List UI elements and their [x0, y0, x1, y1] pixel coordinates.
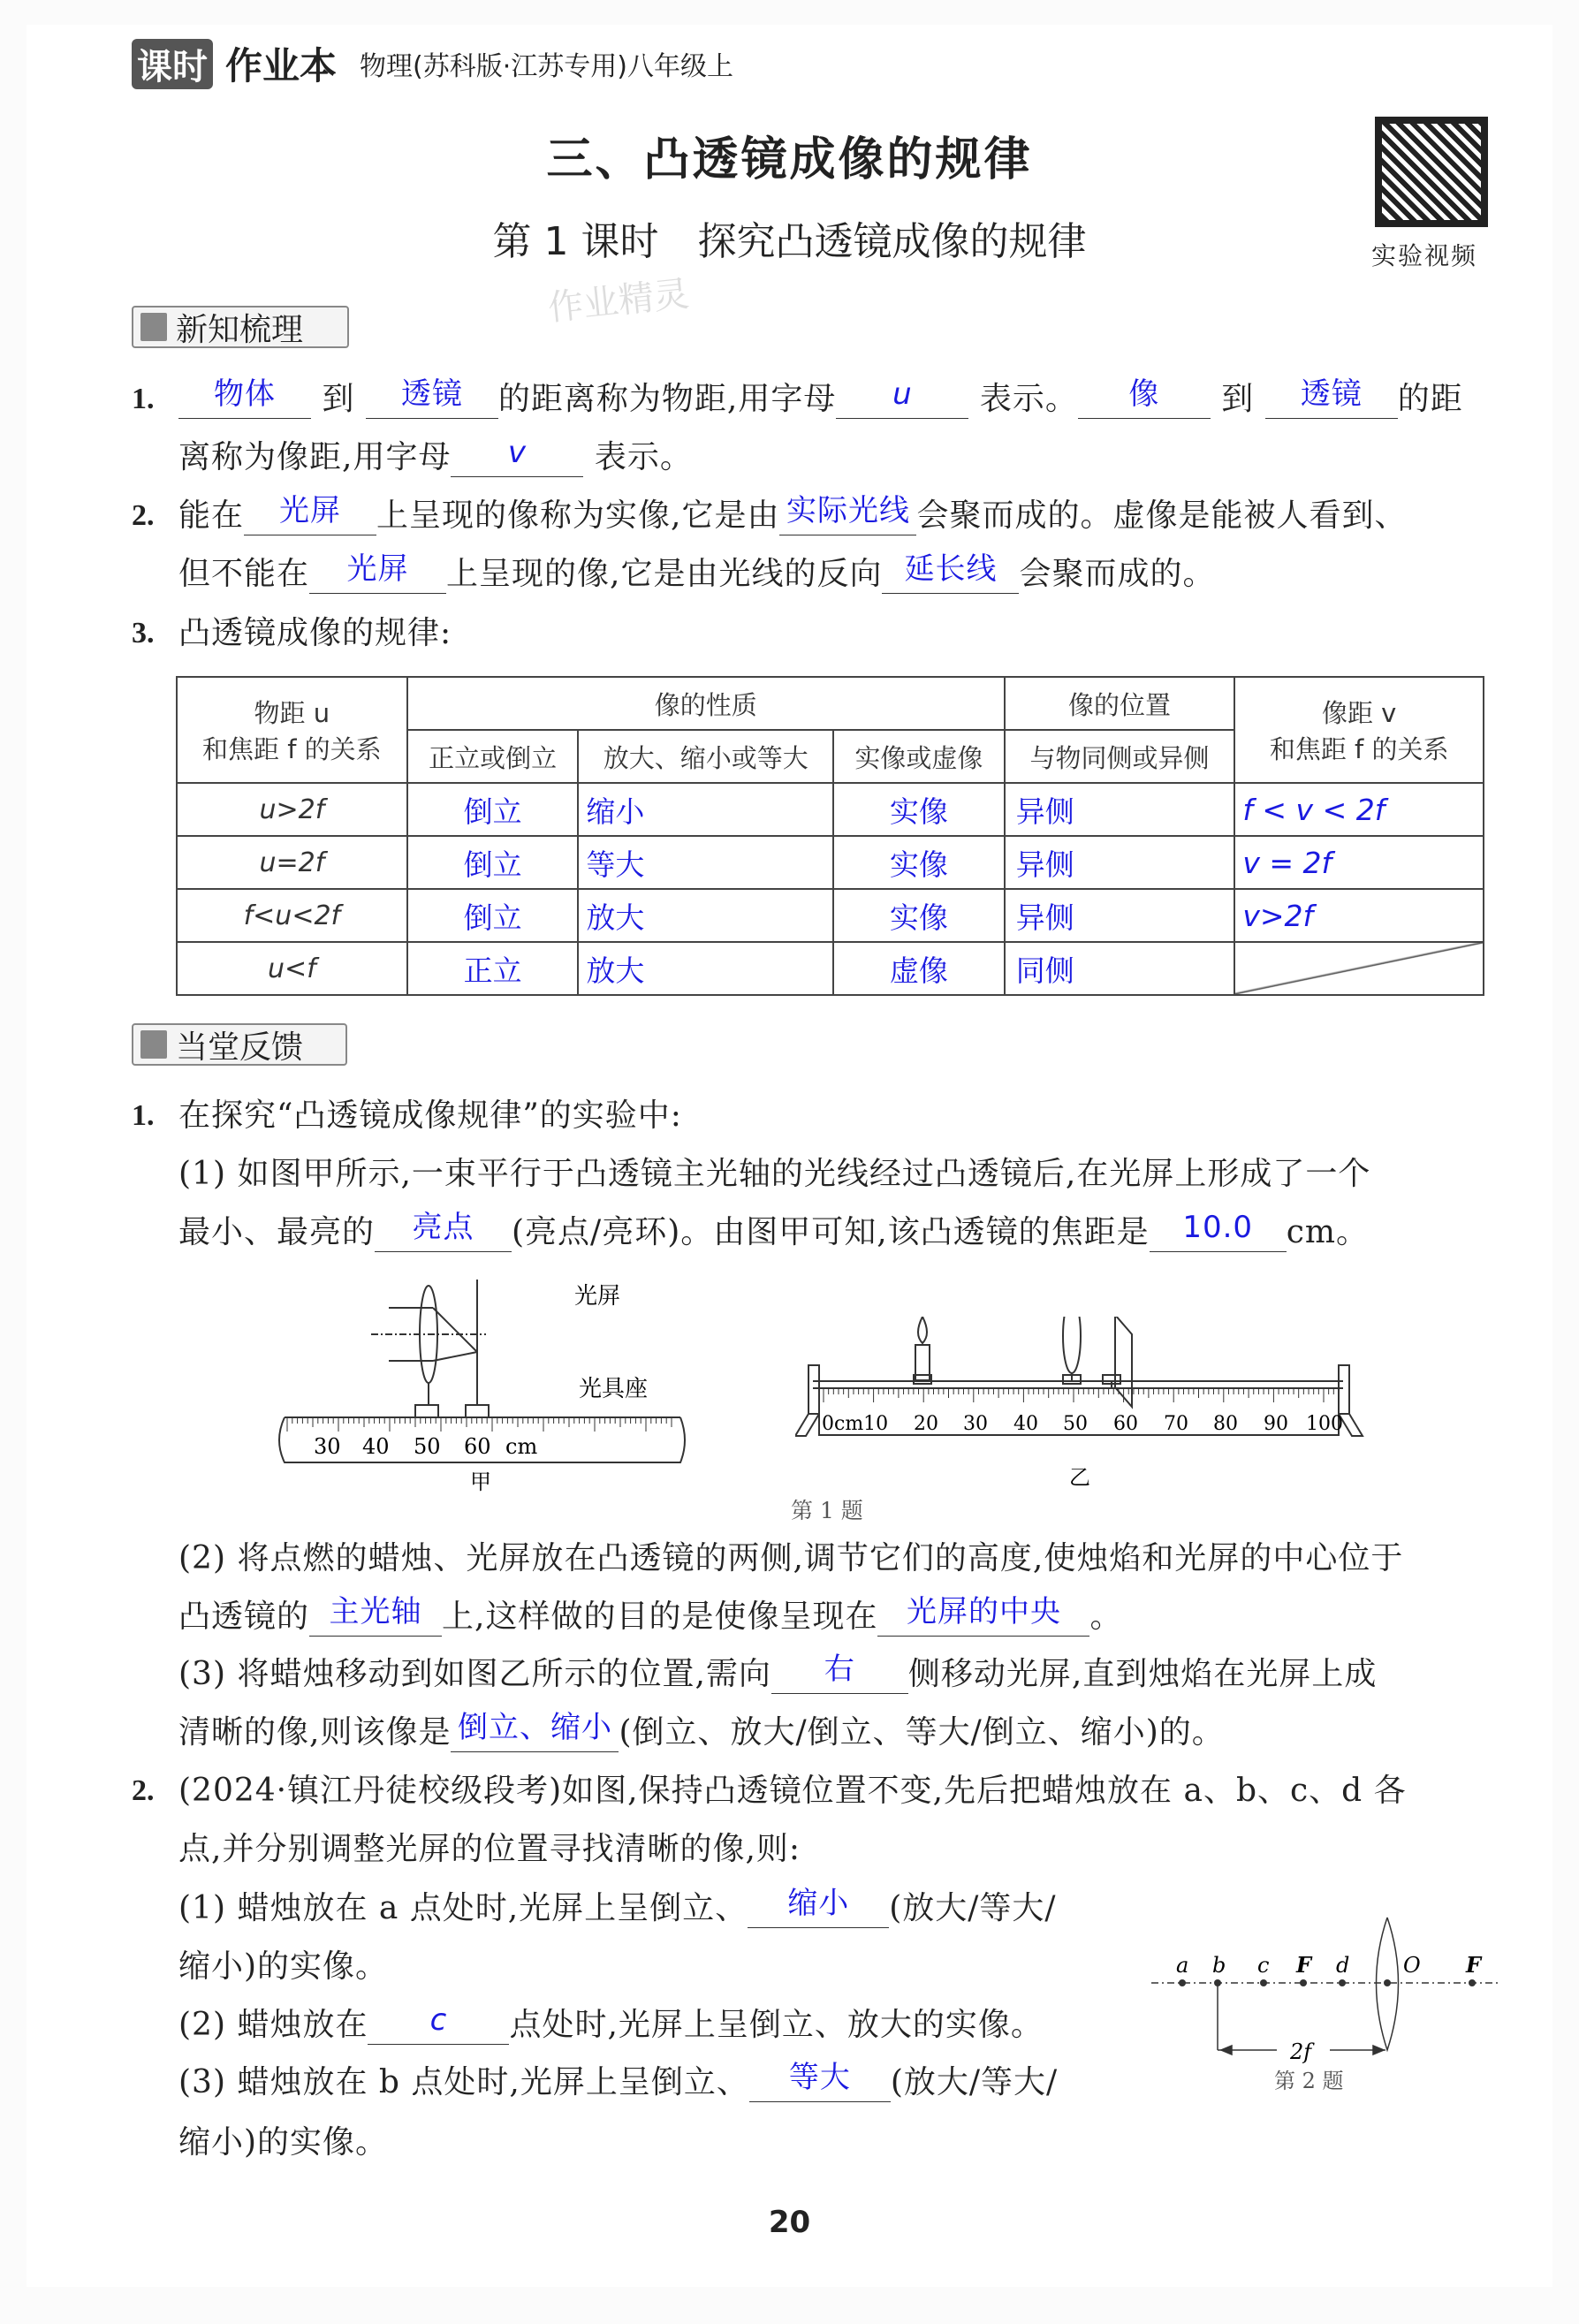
screen-label: 光屏 [574, 1283, 621, 1310]
cell[interactable]: 实像 [833, 836, 1005, 889]
tick-label: 40 [362, 1434, 390, 1459]
q2-part2: (2) 蜡烛放在 c 点处时,光屏上呈倒立、放大的实像。 [178, 2002, 1044, 2043]
q1-stem: 在探究“凸透镜成像规律”的实验中: [178, 1097, 682, 1134]
cell[interactable]: 异侧 [1005, 783, 1235, 836]
qr-label: 实验视频 [1371, 241, 1478, 270]
series-name: 作业本 [225, 44, 338, 87]
q2-part3-line2: 缩小)的实像。 [178, 2124, 389, 2161]
question-number: 1. [132, 1099, 155, 1132]
blank[interactable]: 光屏 [244, 498, 376, 535]
q2-stem-line2: 点,并分别调整光屏的位置寻找清晰的像,则: [178, 1831, 801, 1867]
figure-a-caption: 甲 [470, 1470, 491, 1493]
blank[interactable]: 实际光线 [779, 498, 916, 535]
cell[interactable]: 实像 [833, 889, 1005, 942]
point-label: F [1296, 1952, 1312, 1978]
tick-label: cm [505, 1434, 538, 1459]
blank[interactable]: 缩小 [748, 1891, 889, 1928]
tick-label: 40 [1013, 1413, 1038, 1435]
point-label: a [1176, 1953, 1189, 1978]
blank[interactable]: 光屏 [309, 557, 446, 594]
knowledge-1-line2: 离称为像距,用字母 v 表示。 [178, 435, 693, 475]
q1-part1-line2: 最小、最亮的 亮点 (亮点/亮环)。由图甲可知,该凸透镜的焦距是 10.0 cm。 [178, 1210, 1369, 1250]
distance-label: 2f [1290, 2039, 1312, 2064]
table-row [177, 836, 1484, 889]
blank[interactable]: 透镜 [1265, 382, 1398, 419]
q1-part2-line2: 凸透镜的 主光轴 上,这样做的目的是使像呈现在 光屏的中央 。 [178, 1594, 1123, 1635]
book-subtitle: 物理(苏科版·江苏专用)八年级上 [360, 51, 733, 82]
cell[interactable]: 实像 [833, 783, 1005, 836]
tick-label: 100 [1306, 1413, 1343, 1435]
book-icon [140, 313, 167, 341]
sub-header: 与物同侧或异侧 [1005, 730, 1235, 783]
point-label: b [1212, 1953, 1226, 1978]
col-header-object-distance: 物距 u 和焦距 f 的关系 [177, 677, 407, 783]
col-header-nature: 像的性质 [407, 677, 1005, 730]
cell: u<f [177, 942, 407, 995]
cell: u>2f [177, 783, 407, 836]
cell[interactable]: 倒立 [407, 836, 579, 889]
table-row [177, 889, 1484, 942]
cell[interactable]: 缩小 [578, 783, 833, 836]
blank[interactable]: 光屏的中央 [877, 1599, 1089, 1637]
cell[interactable]: 异侧 [1005, 889, 1235, 942]
logo: 课时 [132, 39, 213, 89]
cell[interactable]: 放大 [578, 942, 833, 995]
tick-label: 30 [963, 1413, 988, 1435]
tick-label: 20 [914, 1413, 938, 1435]
tick-label: 60 [1113, 1413, 1138, 1435]
blank[interactable]: 右 [771, 1657, 908, 1694]
q2-stem-line1: (2024·镇江丹徒校级段考)如图,保持凸透镜位置不变,先后把蜡烛放在 a、b、c、d 各 [178, 1773, 1407, 1809]
item-number: 3. [132, 617, 155, 649]
tick-label: 30 [314, 1434, 341, 1459]
item-number: 1. [132, 383, 155, 415]
cell[interactable]: 虚像 [833, 942, 1005, 995]
pencil-icon [140, 1030, 167, 1059]
tick-label: 60 [464, 1434, 491, 1459]
point-label: c [1257, 1953, 1270, 1978]
knowledge-3-text: 凸透镜成像的规律: [178, 615, 452, 651]
point-label: O [1403, 1953, 1421, 1978]
blank[interactable]: 主光轴 [309, 1599, 442, 1637]
qr-code[interactable] [1375, 117, 1488, 227]
book-header [132, 37, 733, 90]
section-class-feedback [132, 1023, 347, 1066]
point-label: F [1466, 1952, 1482, 1978]
table-row [177, 783, 1484, 836]
q2-part3-line1: (3) 蜡烛放在 b 点处时,光屏上呈倒立、 等大 (放大/等大/ [178, 2060, 1059, 2100]
blank[interactable]: 倒立、缩小 [451, 1715, 619, 1752]
tick-label: 50 [1063, 1413, 1088, 1435]
page-number: 20 [768, 2205, 811, 2240]
cell[interactable]: v = 2f [1234, 836, 1484, 889]
cell[interactable]: 等大 [578, 836, 833, 889]
blank[interactable]: 等大 [749, 2065, 891, 2102]
figure-1-caption: 第 1 题 [791, 1498, 863, 1523]
point-label: d [1336, 1953, 1350, 1978]
diagonal-cell [1234, 942, 1484, 995]
blank[interactable]: 10.0 [1150, 1215, 1287, 1252]
figure-2-caption: 第 2 题 [1274, 2069, 1344, 2093]
question-number: 2. [132, 1774, 155, 1807]
blank[interactable]: 物体 [178, 382, 311, 419]
tick-label: 70 [1164, 1413, 1188, 1435]
q1-part3-line1: (3) 将蜡烛移动到如图乙所示的位置,需向 右 侧移动光屏,直到烛焰在光屏上成 [178, 1652, 1378, 1692]
cell: f<u<2f [177, 889, 407, 942]
cell[interactable]: f < v < 2f [1234, 783, 1484, 836]
cell[interactable]: 放大 [578, 889, 833, 942]
section-new-knowledge [132, 306, 349, 348]
watermark: 作业精灵 [546, 273, 691, 330]
col-header-position: 像的位置 [1005, 677, 1235, 730]
tick-label: 90 [1264, 1413, 1288, 1435]
blank[interactable]: 像 [1078, 382, 1211, 419]
figure-2 [1122, 1873, 1502, 2094]
cell[interactable]: v>2f [1234, 889, 1484, 942]
section-title: 当堂反馈 [176, 1029, 304, 1066]
q1-part3-line2: 清晰的像,则该像是 倒立、缩小 (倒立、放大/倒立、等大/倒立、缩小)的。 [178, 1710, 1225, 1751]
item-number: 2. [132, 499, 155, 532]
knowledge-2-line1: 能在 光屏 上呈现的像称为实像,它是由 实际光线 会聚而成的。虚像是能被人看到、 [178, 493, 1408, 534]
bench-label: 光具座 [579, 1376, 649, 1402]
knowledge-1-line1: 物体 到 透镜 的距离称为物距,用字母 u 表示。 像 到 透镜 的距 [178, 380, 1463, 419]
q2-part1-line1: (1) 蜡烛放在 a 点处时,光屏上呈倒立、 缩小 (放大/等大/ [178, 1886, 1057, 1926]
sub-header: 放大、缩小或等大 [578, 730, 833, 783]
blank[interactable]: 延长线 [882, 557, 1019, 594]
q1-part2-line1: (2) 将点燃的蜡烛、光屏放在凸透镜的两侧,调节它们的高度,使烛焰和光屏的中心位于 [178, 1540, 1404, 1576]
tick-label: 80 [1213, 1413, 1238, 1435]
cell: u=2f [177, 836, 407, 889]
blank[interactable]: 亮点 [375, 1215, 512, 1252]
lesson-title: 第 1 课时 探究凸透镜成像的规律 [492, 219, 1087, 264]
cell[interactable]: 倒立 [407, 889, 579, 942]
cell[interactable]: 正立 [407, 942, 579, 995]
cell[interactable]: 倒立 [407, 783, 579, 836]
section-title: 新知梳理 [176, 311, 304, 348]
tick-label: 50 [414, 1434, 441, 1459]
blank[interactable]: v [451, 440, 583, 477]
figure-b-caption: 乙 [1069, 1465, 1090, 1490]
tick-label: 0cm10 [822, 1413, 889, 1435]
blank[interactable]: c [368, 2008, 509, 2045]
cell[interactable]: 异侧 [1005, 836, 1235, 889]
knowledge-2-line2: 但不能在 光屏 上呈现的像,它是由光线的反向 延长线 会聚而成的。 [178, 551, 1216, 592]
figure-b [795, 1317, 1387, 1498]
col-header-image-distance: 像距 v 和焦距 f 的关系 [1234, 677, 1484, 783]
q2-part1-line2: 缩小)的实像。 [178, 1948, 389, 1985]
cell[interactable]: 同侧 [1005, 942, 1235, 995]
blank[interactable]: 透镜 [366, 382, 498, 419]
q1-part1-line1: (1) 如图甲所示,一束平行于凸透镜主光轴的光线经过凸透镜后,在光屏上形成了一个 [178, 1156, 1371, 1192]
sub-header: 正立或倒立 [407, 730, 579, 783]
chapter-title: 三、凸透镜成像的规律 [546, 133, 1033, 186]
figure-a [274, 1272, 689, 1493]
table-row [177, 942, 1484, 995]
sub-header: 实像或虚像 [833, 730, 1005, 783]
imaging-rules-table [176, 676, 1484, 996]
blank[interactable]: u [836, 382, 968, 419]
